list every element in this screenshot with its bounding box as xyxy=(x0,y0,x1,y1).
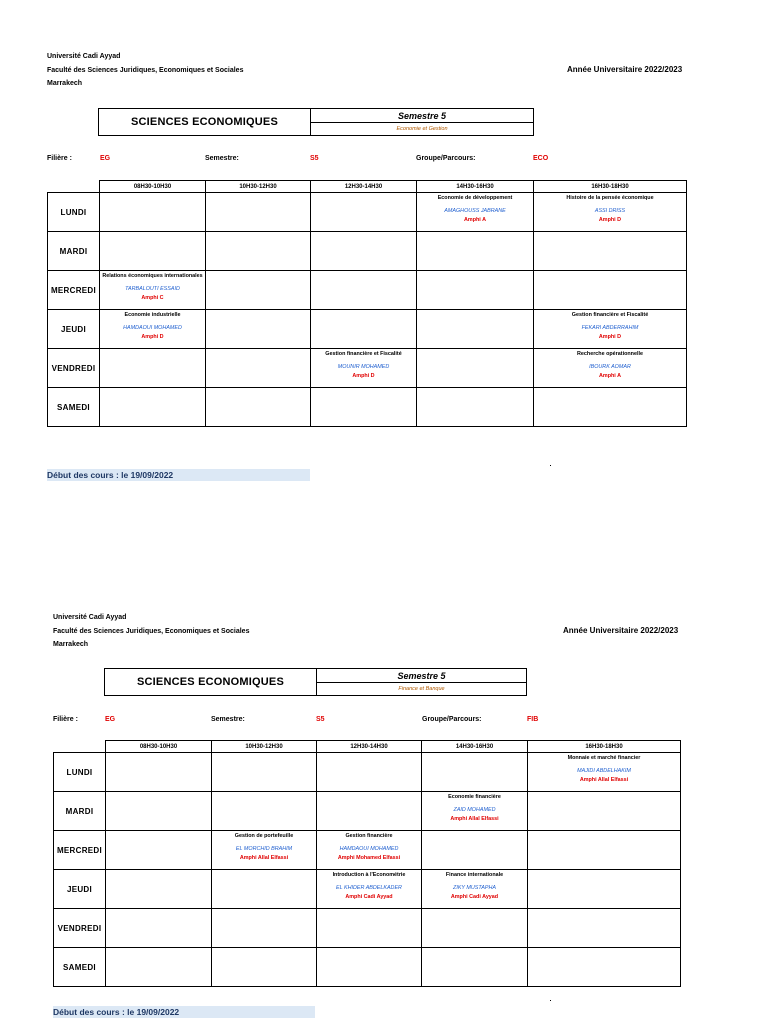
slot-header-row xyxy=(54,741,681,753)
course-name: Economie de développement xyxy=(437,195,513,201)
slot-header: 14H30-16H30 xyxy=(417,181,534,193)
course-entry xyxy=(422,870,527,902)
university-name: Université Cadi Ayyad xyxy=(53,614,127,621)
slot-header: 10H30-12H30 xyxy=(206,181,311,193)
day-row xyxy=(54,870,681,909)
room-name: Amphi Allal Elfassi xyxy=(239,855,289,861)
timetable-cell xyxy=(106,948,212,987)
professor-name: FEKARI ABDERRAHIM xyxy=(581,324,639,331)
timetable-cell xyxy=(528,753,681,792)
timetable-cell xyxy=(422,831,528,870)
day-label: SAMEDI xyxy=(54,948,106,987)
room-name: Amphi C xyxy=(141,295,164,301)
timetable-cell xyxy=(212,792,317,831)
room-name: Amphi D xyxy=(598,334,622,340)
academic-year: Année Universitaire 2022/2023 xyxy=(563,626,679,635)
slot-header: 16H30-18H30 xyxy=(528,741,681,753)
course-name: Recherche opérationnelle xyxy=(577,351,643,357)
professor-name: HAMDAOUI MOHAMED xyxy=(339,845,399,852)
timetable-cell xyxy=(317,948,422,987)
course-entry xyxy=(528,753,680,785)
timetable-cell xyxy=(106,909,212,948)
professor-name: AMAGHOUSS JABRANE xyxy=(444,207,506,214)
day-row xyxy=(54,792,681,831)
semester-title: Semestre 5 xyxy=(311,109,533,123)
semester-title: Semestre 5 xyxy=(317,669,526,683)
room-name: Amphi Allal Elfassi xyxy=(450,816,499,822)
groupe-value: ECO xyxy=(533,155,549,162)
timetable-cell xyxy=(317,753,422,792)
room-name: Amphi Cadi Ayyad xyxy=(450,894,499,900)
timetable-cell xyxy=(528,831,681,870)
professor-name: MOUNIR MOHAMED xyxy=(337,363,390,370)
course-entry xyxy=(212,831,316,863)
day-label: JEUDI xyxy=(54,870,106,909)
department-title: SCIENCES ECONOMIQUES xyxy=(99,109,311,135)
timetable-cell xyxy=(106,792,212,831)
timetable-cell xyxy=(317,831,422,870)
professor-name: EL KHIDER ABDELKADER xyxy=(336,884,402,891)
course-name: Relations économiques internationales xyxy=(102,273,203,279)
timetable-cell xyxy=(106,870,212,909)
slot-header: 12H30-14H30 xyxy=(311,181,417,193)
slot-header: 08H30-10H30 xyxy=(100,181,206,193)
title-box xyxy=(104,668,527,696)
day-label: MARDI xyxy=(48,232,100,271)
course-name: Gestion financière et Fiscalité xyxy=(325,351,402,357)
professor-name: MAJIDI ABDELHAKIM xyxy=(577,767,631,774)
day-row xyxy=(54,948,681,987)
room-name: Amphi Mohamed Elfassi xyxy=(337,855,401,861)
timetable-cell xyxy=(212,909,317,948)
room-name: Amphi Allal Elfassi xyxy=(579,777,629,783)
semestre-value: S5 xyxy=(316,716,325,723)
timetable-cell xyxy=(317,909,422,948)
city-name: Marrakech xyxy=(47,80,83,87)
timetable-cell xyxy=(317,792,422,831)
day-label: VENDREDI xyxy=(54,909,106,948)
course-entry xyxy=(422,792,527,824)
course-name: Introduction à l'Econométrie xyxy=(332,872,406,878)
room-name: Amphi A xyxy=(464,217,486,223)
department-title: SCIENCES ECONOMIQUES xyxy=(105,669,317,695)
day-row xyxy=(54,753,681,792)
professor-name: ZAID MOHAMED xyxy=(453,806,496,813)
timetable-cell xyxy=(422,870,528,909)
timetable-cell xyxy=(528,948,681,987)
room-name: Amphi D xyxy=(598,217,622,223)
day-label: MERCREDI xyxy=(54,831,106,870)
room-name: Amphi D xyxy=(141,334,164,340)
day-label: MARDI xyxy=(54,792,106,831)
track-name: Economie et Gestion xyxy=(396,126,448,133)
timetable-cell xyxy=(212,831,317,870)
filiere-label: Filière : xyxy=(53,716,78,723)
timetable-cell xyxy=(528,792,681,831)
faculty-name: Faculté des Sciences Juridiques, Economiques et Sociales xyxy=(53,628,250,635)
timetable-cell xyxy=(422,948,528,987)
timetable-cell xyxy=(212,753,317,792)
day-label: LUNDI xyxy=(48,193,100,232)
timetable-cell xyxy=(528,909,681,948)
timetable-cell xyxy=(106,831,212,870)
day-row xyxy=(54,909,681,948)
professor-name: IBOURK AOMAR xyxy=(589,363,631,370)
day-label: VENDREDI xyxy=(48,349,100,388)
professor-name: ZIKY MUSTAPHA xyxy=(453,884,496,891)
course-name: Monnaie et marché financier xyxy=(567,755,641,761)
slot-header: 12H30-14H30 xyxy=(317,741,422,753)
timetable xyxy=(53,740,681,987)
timetable-cell xyxy=(528,870,681,909)
university-name: Université Cadi Ayyad xyxy=(47,53,121,60)
professor-name: TARBALOUTI ESSAID xyxy=(125,285,180,292)
day-row xyxy=(54,831,681,870)
semestre-label: Semestre: xyxy=(205,155,239,162)
room-name: Amphi Cadi Ayyad xyxy=(345,894,393,900)
timetable-cell xyxy=(212,948,317,987)
city-name: Marrakech xyxy=(53,641,89,648)
academic-year: Année Universitaire 2022/2023 xyxy=(567,65,683,74)
slot-header: 16H30-18H30 xyxy=(534,181,687,193)
groupe-label: Groupe/Parcours: xyxy=(422,716,482,723)
day-label: SAMEDI xyxy=(48,388,100,427)
course-entry xyxy=(317,831,421,863)
day-label: MERCREDI xyxy=(48,271,100,310)
groupe-label: Groupe/Parcours: xyxy=(416,155,476,162)
slot-header: 14H30-16H30 xyxy=(422,741,528,753)
filiere-value: EG xyxy=(100,155,111,162)
course-entry xyxy=(317,870,421,902)
course-name: Economie financière xyxy=(448,794,501,800)
filiere-label: Filière : xyxy=(47,155,72,162)
professor-name: ASSI DRISS xyxy=(594,207,626,214)
course-name: Gestion financière xyxy=(345,833,393,839)
timetable-cell xyxy=(422,909,528,948)
timetable-cell xyxy=(422,753,528,792)
timetable-cell xyxy=(422,792,528,831)
semestre-value: S5 xyxy=(310,155,319,162)
course-name: Gestion de portefeuille xyxy=(234,833,294,839)
course-name: Gestion financière et Fiscalité xyxy=(571,312,649,318)
timetable-cell xyxy=(212,870,317,909)
course-name: Economie industrielle xyxy=(124,312,181,318)
start-date: Début des cours : le 19/09/2022 xyxy=(53,1006,315,1018)
groupe-value: FIB xyxy=(527,716,539,723)
course-name: Histoire de la pensée économique xyxy=(566,195,654,201)
room-name: Amphi D xyxy=(352,373,375,379)
timetable-cell xyxy=(106,753,212,792)
semestre-label: Semestre: xyxy=(211,716,245,723)
professor-name: EL MORCHID BRAHIM xyxy=(235,845,293,852)
slot-header: 08H30-10H30 xyxy=(106,741,212,753)
professor-name: HAMDAOUI MOHAMED xyxy=(123,324,182,331)
start-date: Début des cours : le 19/09/2022 xyxy=(47,469,310,481)
track-name: Finance et Banque xyxy=(398,686,445,693)
slot-header: 10H30-12H30 xyxy=(212,741,317,753)
room-name: Amphi A xyxy=(599,373,621,379)
faculty-name: Faculté des Sciences Juridiques, Economiques et Sociales xyxy=(47,67,244,74)
timetable-cell xyxy=(317,870,422,909)
day-label: LUNDI xyxy=(54,753,106,792)
day-label: JEUDI xyxy=(48,310,100,349)
course-name: Finance internationale xyxy=(445,872,504,878)
filiere-value: EG xyxy=(105,716,116,723)
